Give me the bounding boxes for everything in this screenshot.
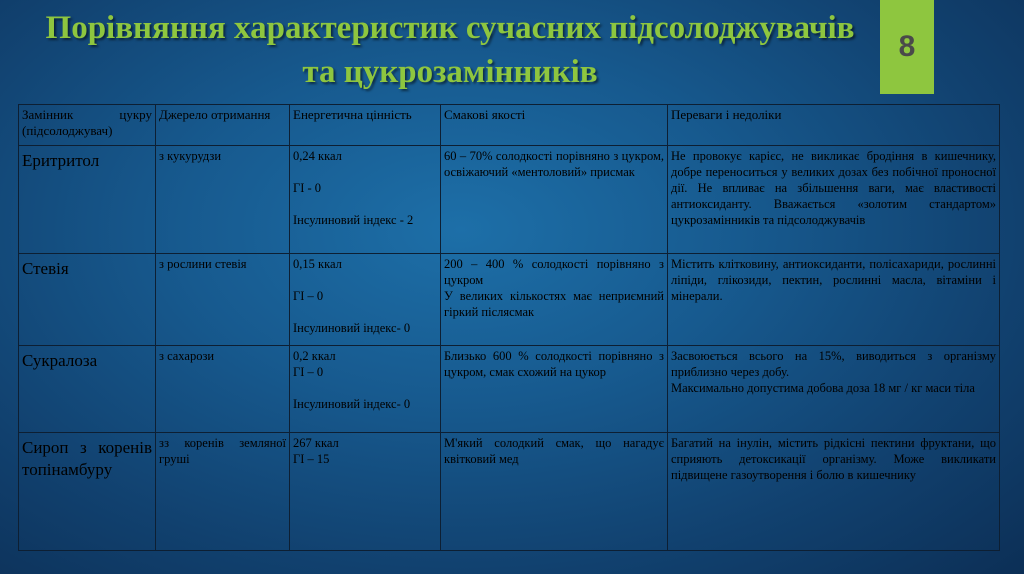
comparison-table — [18, 104, 1000, 551]
header-pros-cons: Переваги і недоліки — [667, 104, 1000, 146]
row-source-sucralose: з сахарози — [155, 345, 290, 433]
energy-kcal: 0,2 ккал — [293, 349, 336, 363]
row-taste-erythritol: 60 – 70% солодкості порівняно з цукром, освіжаючий «ментоловий» присмак — [440, 145, 668, 254]
pros-line: Засвоюється всього на 15%, виводиться з організму приблизно через добу. — [671, 349, 996, 379]
row-energy-sucralose — [289, 345, 441, 433]
energy-gi: ГІ - 0 — [293, 181, 322, 195]
slide-title: Порівняння характеристик сучасних підсолоджувачів та цукрозамінників — [45, 10, 855, 90]
row-taste-stevia — [440, 253, 668, 346]
row-source-erythritol: з кукурудзи — [155, 145, 290, 254]
row-energy-erythritol — [289, 145, 441, 254]
row-taste-sucralose: Близько 600 % солодкості порівняно з цукром, смак схожий на цукор — [440, 345, 668, 433]
row-name-jerusalem-artichoke-syrup: Сироп з коренів топінамбуру — [18, 432, 156, 551]
header-energy: Енергетична цінність — [289, 104, 441, 146]
taste-line: У великих кількостях має неприємний гіркий післясмак — [444, 289, 664, 319]
energy-gi: ГІ – 15 — [293, 452, 330, 466]
energy-kcal: 0,24 ккал — [293, 149, 342, 163]
energy-insulin-index: Інсулиновий індекс- 0 — [293, 397, 411, 411]
row-name-erythritol: Еритритол — [18, 145, 156, 254]
row-name-sucralose: Сукралоза — [18, 345, 156, 433]
row-taste-jerusalem-artichoke-syrup: М'який солодкий смак, що нагадує квітковий мед — [440, 432, 668, 551]
row-source-stevia: з рослини стевія — [155, 253, 290, 346]
page-number-badge — [880, 0, 934, 94]
taste-line: 200 – 400 % солодкості порівняно з цукром — [444, 257, 664, 287]
energy-gi: ГІ – 0 — [293, 289, 324, 303]
header-substitute: Замінник цукру (підсолоджувач) — [18, 104, 156, 146]
row-energy-jerusalem-artichoke-syrup — [289, 432, 441, 551]
row-pros-jerusalem-artichoke-syrup: Багатий на інулін, містить рідкісні пектини фруктани, що сприяють детоксикації організму. Може викликати підвищене газоутворення і болю в кишечнику — [667, 432, 1000, 551]
row-pros-sucralose — [667, 345, 1000, 433]
header-source: Джерело отримання — [155, 104, 290, 146]
row-pros-stevia: Містить клітковину, антиоксиданти, полісахариди, рослинні ліпіди, глікозиди, пектин, рослинні масла, вітаміни і мінерали. — [667, 253, 1000, 346]
energy-insulin-index: Інсулиновий індекс- 0 — [293, 321, 411, 335]
pros-line: Максимально допустима добова доза 18 мг / кг маси тіла — [671, 381, 975, 395]
energy-gi: ГІ – 0 — [293, 365, 324, 379]
row-energy-stevia — [289, 253, 441, 346]
energy-insulin-index: Інсулиновий індекс - 2 — [293, 213, 414, 227]
header-taste: Смакові якості — [440, 104, 668, 146]
row-pros-erythritol: Не провокує карієс, не викликає бродіння в кишечнику, добре переноситься у великих дозах без побічної проносної дії. Не впливає на збільшення ваги, має властивості антиоксиданту. Вважається «золотим стандартом» цукрозамінників та підсолоджувачів — [667, 145, 1000, 254]
row-name-stevia: Стевія — [18, 253, 156, 346]
page-number: 8 — [898, 30, 916, 63]
row-source-jerusalem-artichoke-syrup: зз коренів земляної груші — [155, 432, 290, 551]
energy-kcal: 267 ккал — [293, 436, 339, 450]
energy-kcal: 0,15 ккал — [293, 257, 342, 271]
